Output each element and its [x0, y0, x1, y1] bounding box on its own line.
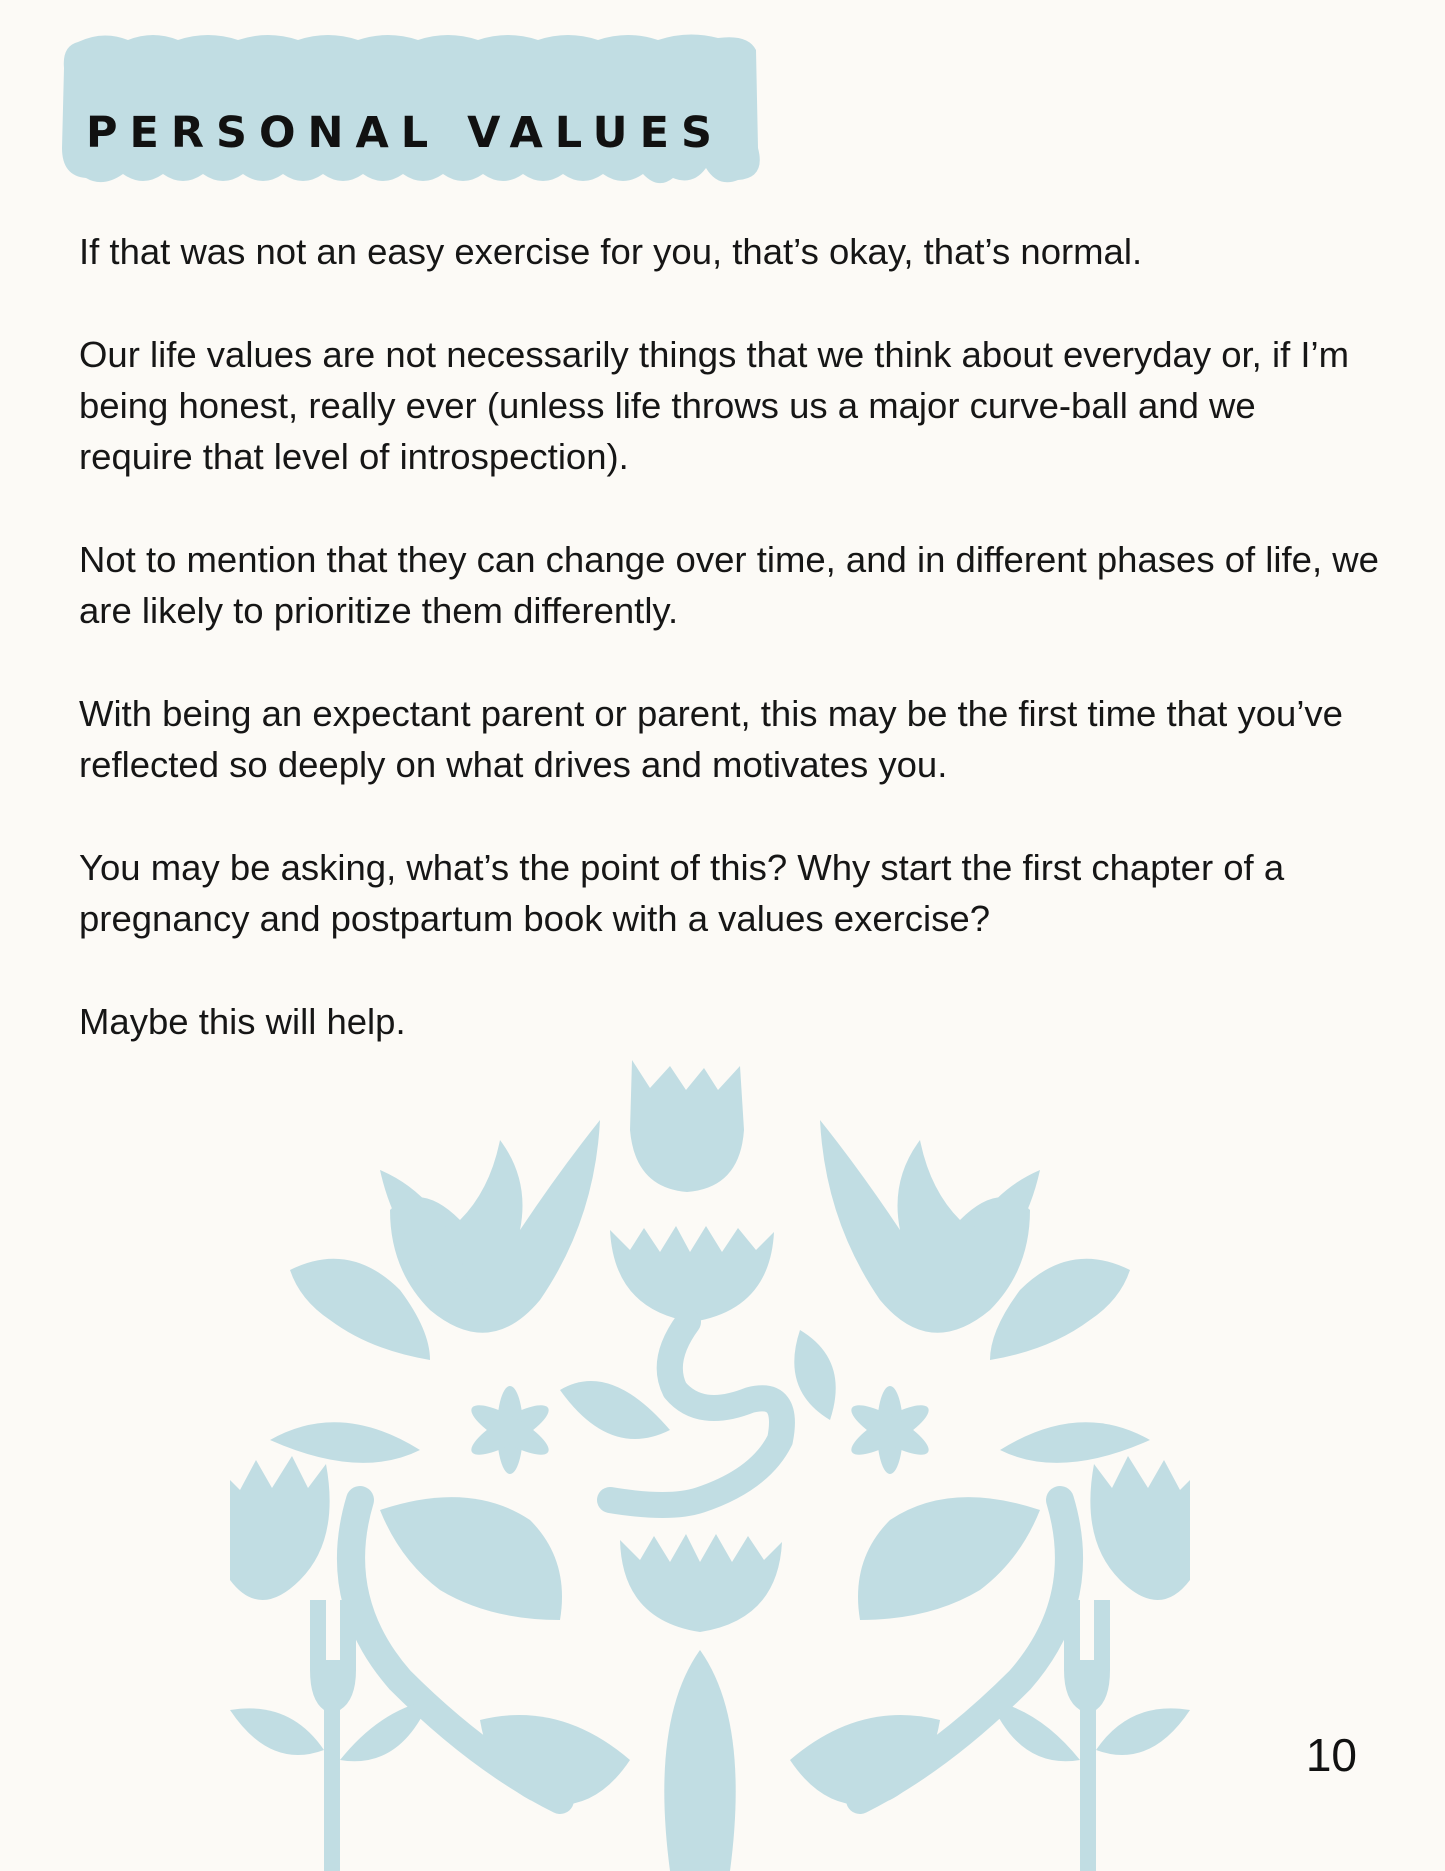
paragraph: Maybe this will help.	[79, 1001, 406, 1042]
section-header	[58, 28, 766, 194]
page-number: 10	[1305, 1729, 1357, 1781]
paragraph: If that was not an easy exercise for you, that’s okay, that’s normal.	[79, 231, 1143, 272]
paragraph: Not to mention that they can change over time, and in different phases of life, we are likely to prioritize them differently.	[79, 539, 1379, 631]
paragraph: You may be asking, what’s the point of this? Why start the first chapter of a pregnancy and postpartum book with a values exercise?	[79, 847, 1285, 939]
page-title: PERSONAL VALUES	[86, 108, 724, 158]
paragraph: Our life values are not necessarily things that we think about everyday or, if I’m being honest, really ever (unless life throws us a major curve-ball and we require that level of introspection).	[79, 334, 1350, 477]
body-text	[79, 226, 1379, 1099]
folk-floral-ornament-icon	[230, 1060, 1190, 1871]
paragraph: With being an expectant parent or parent, this may be the first time that you’ve reflected so deeply on what drives and motivates you.	[79, 693, 1343, 785]
